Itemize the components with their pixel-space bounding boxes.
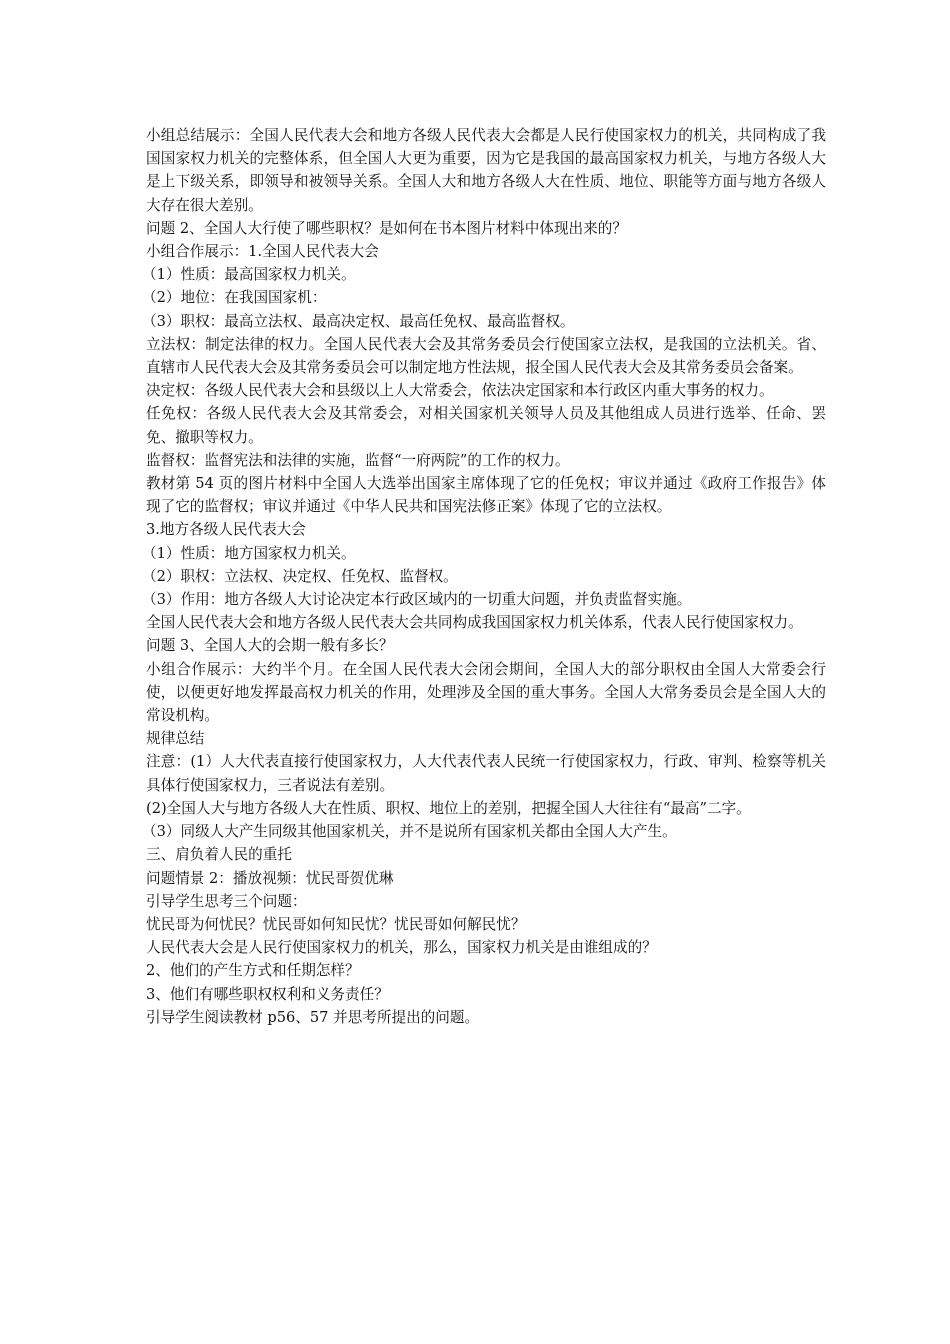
list-item-local-role: （3）作用：地方各级人大讨论决定本行政区域内的一切重大问题，并负责监督实施。 [142,591,692,609]
list-item-status: （2）地位：在我国国家机： [142,289,327,307]
paragraph-rights-duties: 3、他们有哪些职权权利和义务责任？ [146,985,389,1003]
paragraph-power-system: 全国人民代表大会和地方各级人民代表大会共同构成我国国家权力机关体系，代表人民行使国家权力。 [146,614,803,632]
paragraph-appointment-power: 任免权：各级人民代表大会及其常委会，对相关国家机关领导人员及其他组成人员进行选举、任命、罢免、撤职等权力。 [146,405,826,446]
paragraph-question-2: 问题 2、全国人大行使了哪些职权？是如何在书本图片材料中体现出来的？ [146,219,627,237]
paragraph-supervision-power: 监督权：监督宪法和法律的实施，监督“一府两院”的工作的权力。 [146,451,570,469]
paragraph-rule-summary: 规律总结 [146,730,205,748]
paragraph-note-2: (2)全国人大与地方各级人大在性质、职权、地位上的差别，把握全国人大往往有“最高”二字。 [146,799,751,817]
paragraph-note-3: （3）同级人大产生同级其他国家机关，并不是说所有国家机关都由全国人大产生。 [142,823,677,841]
list-item-powers: （3）职权：最高立法权、最高决定权、最高任免权、最高监督权。 [142,312,575,330]
paragraph-who-composes: 人民代表大会是人民行使国家权力的机关，那么，国家权力机关是由谁组成的？ [146,939,657,957]
paragraph-question-3: 问题 3、全国人大的会期一般有多长？ [146,637,394,655]
paragraph-guide-three-questions: 引导学生思考三个问题： [146,892,307,910]
paragraph-session-length: 小组合作展示：大约半个月。在全国人民代表大会闭会期间，全国人大的部分职权由全国人大常委会行使，以便更好地发挥最高权力机关的作用，处理涉及全国的重大事务。全国人大常务委员会是全国人大的常设机构。 [146,660,826,725]
paragraph-local-congress-heading: 3.地方各级人民代表大会 [146,521,306,539]
paragraph-decision-power: 决定权：各级人民代表大会和县级以上人大常委会，依法决定国家和本行政区内重大事务的权力。 [146,382,774,400]
paragraph-read-textbook: 引导学生阅读教材 p56、57 并思考所提出的问题。 [146,1008,480,1026]
paragraph-election-term: 2、他们的产生方式和任期怎样？ [146,962,360,980]
list-item-local-nature: （1）性质：地方国家权力机关。 [142,544,356,562]
paragraph-textbook-page-54: 教材第 54 页的图片材料中全国人大选举出国家主席体现了它的任免权；审议并通过《政府工作报告》体现了它的监督权；审议并通过《中华人民共和国宪法修正案》体现了它的立法权。 [146,475,826,516]
section-heading-3: 三、肩负着人民的重托 [146,846,292,864]
paragraph-legislative-power: 立法权：制定法律的权力。全国人民代表大会及其常务委员会行使国家立法权，是我国的立法机关。省、直辖市人民代表大会及其常务委员会可以制定地方性法规，报全国人民代表大会及其常务委员会备案。 [146,335,826,377]
paragraph-group-summary: 小组总结展示：全国人民代表大会和地方各级人民代表大会都是人民行使国家权力的机关，共同构成了我国国家权力机关的完整体系，但全国人大更为重要，因为它是我国的最高国家权力机关，与地方各级人大是上下级关系，即领导和被领导关系。全国人大和地方各级人大在性质、地位、职能等方面与地方各级人大存在很大差别。 [146,127,826,214]
list-item-local-powers: （2）职权：立法权、决定权、任免权、监督权。 [142,567,458,585]
paragraph-scenario-2: 问题情景 2：播放视频：忧民哥贺优琳 [146,869,394,887]
paragraph-group-showcase-npc: 小组合作展示：1.全国人民代表大会 [146,243,379,261]
document-body [142,124,826,1029]
list-item-nature: （1）性质：最高国家权力机关。 [142,266,356,284]
paragraph-note-1: 注意：(1）人大代表直接行使国家权力，人大代表代表人民统一行使国家权力，行政、审判、检察等机关具体行使国家权力，三者说法有差别。 [146,753,826,794]
paragraph-worry-questions: 忧民哥为何忧民？忧民哥如何知民忧？忧民哥如何解民忧？ [146,915,526,933]
